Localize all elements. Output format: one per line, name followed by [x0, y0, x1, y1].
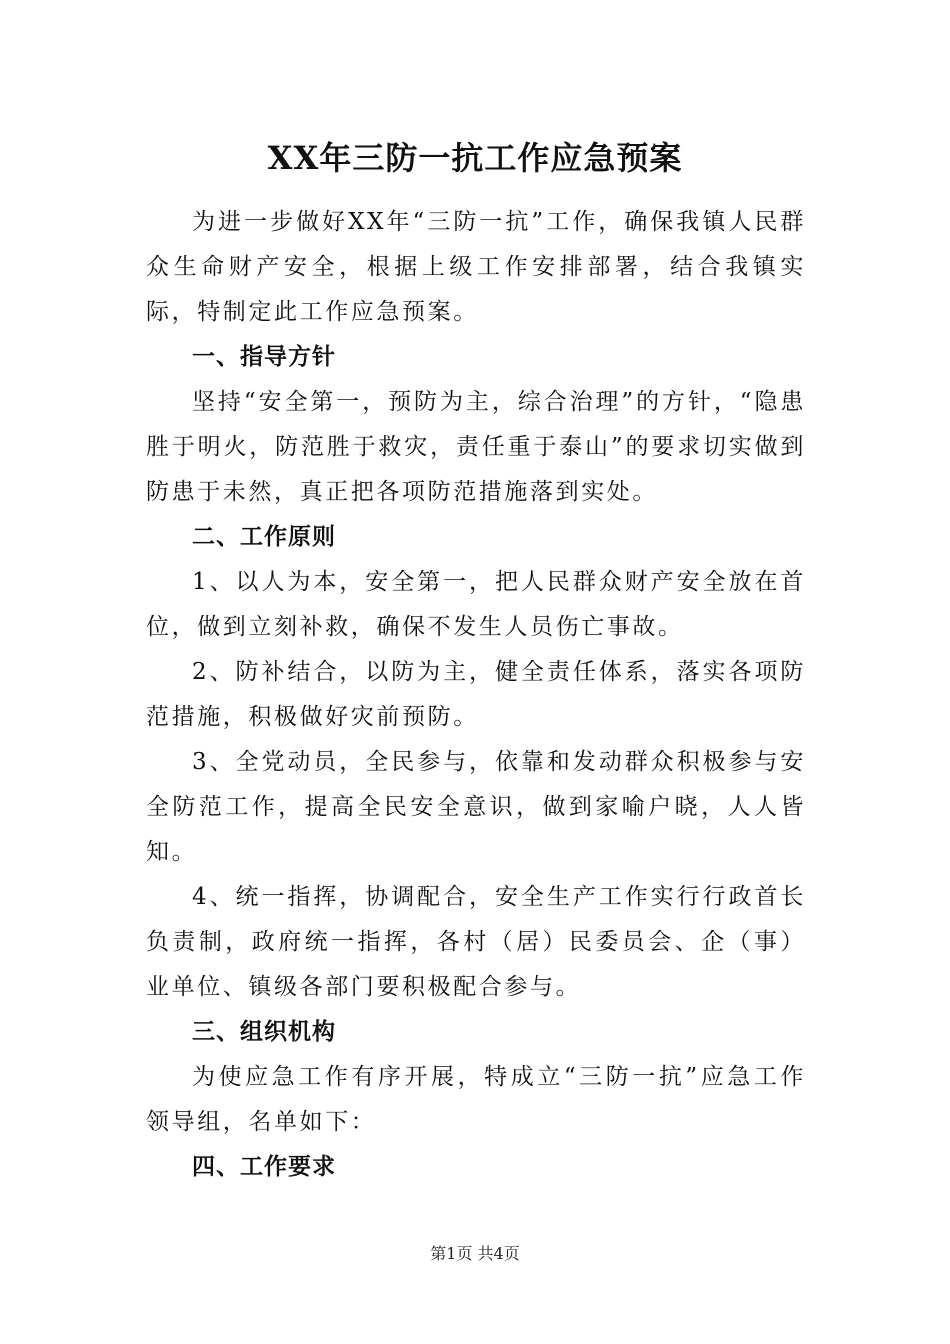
page-footer: 第1页 共4页	[430, 1244, 520, 1263]
principle-paragraph-3: 3、全党动员，全民参与，依靠和发动群众积极参与安全防范工作，提高全民安全意识，做到家喻户晓，人人皆知。	[146, 749, 806, 865]
section-heading-requirements: 四、工作要求	[192, 1154, 336, 1180]
section-heading-guideline: 一、指导方针	[192, 344, 336, 370]
section-heading-organization: 三、组织机构	[192, 1019, 336, 1045]
guideline-paragraph: 坚持“安全第一，预防为主，综合治理”的方针，“隐患胜于明火，防范胜于救灾，责任重于泰山”的要求切实做到防患于未然，真正把各项防范措施落到实处。	[146, 389, 806, 505]
intro-paragraph: 为进一步做好XX年“三防一抗”工作，确保我镇人民群众生命财产安全，根据上级工作安排部署，结合我镇实际，特制定此工作应急预案。	[146, 209, 806, 325]
document-body	[146, 200, 806, 1190]
principle-paragraph-4: 4、统一指挥，协调配合，安全生产工作实行行政首长负责制，政府统一指挥，各村（居）民委员会、企（事）业单位、镇级各部门要积极配合参与。	[146, 884, 806, 1000]
principle-paragraph-1: 1、以人为本，安全第一，把人民群众财产安全放在首位，做到立刻补救，确保不发生人员伤亡事故。	[146, 569, 806, 640]
document-title: XX年三防一抗工作应急预案	[267, 139, 683, 177]
section-heading-principles: 二、工作原则	[192, 524, 336, 550]
organization-paragraph: 为使应急工作有序开展，特成立“三防一抗”应急工作领导组，名单如下：	[146, 1064, 806, 1135]
principle-paragraph-2: 2、防补结合，以防为主，健全责任体系，落实各项防范措施，积极做好灾前预防。	[146, 659, 806, 730]
